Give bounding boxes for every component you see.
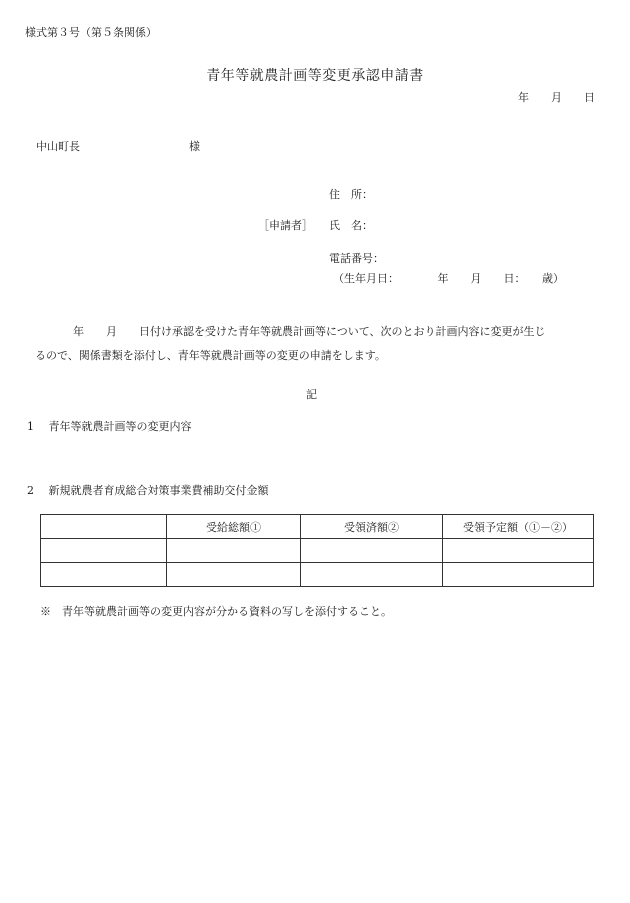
table-cell[interactable] xyxy=(443,539,594,563)
address-label: 住 所： xyxy=(329,188,373,201)
table-cell[interactable] xyxy=(301,563,443,587)
table-row xyxy=(41,539,594,563)
table-cell[interactable] xyxy=(167,539,301,563)
table-header-cell: 受給総額① xyxy=(167,515,301,539)
table-cell[interactable] xyxy=(443,563,594,587)
body-text xyxy=(25,320,610,368)
tel-label: 電話番号： xyxy=(329,252,384,265)
ki-heading: 記 xyxy=(306,388,317,401)
item-2-heading: 2 新規就農者育成総合対策事業費補助交付金額 xyxy=(27,484,269,497)
table-cell[interactable] xyxy=(41,563,167,587)
table-cell[interactable] xyxy=(167,563,301,587)
table-header-cell: 受領予定額（①－②） xyxy=(443,515,594,539)
date-day: 日 xyxy=(584,91,595,104)
table-row xyxy=(41,563,594,587)
body-line-2: るので、関係書類を添付し、青年等就農計画等の変更の申請をします。 xyxy=(35,349,386,362)
birth-date-line: （生年月日： 年 月 日： 歳） xyxy=(333,272,564,285)
date-line xyxy=(518,91,595,105)
attachment-note: ※ 青年等就農計画等の変更内容が分かる資料の写しを添付すること。 xyxy=(40,605,392,618)
table-header-row xyxy=(41,515,594,539)
table-cell[interactable] xyxy=(301,539,443,563)
item-1-heading: 1 青年等就農計画等の変更内容 xyxy=(27,420,192,433)
addressee-honorific: 様 xyxy=(189,140,200,153)
table-header-cell xyxy=(41,515,167,539)
date-month: 月 xyxy=(551,91,562,104)
document-title: 青年等就農計画等変更承認申請書 xyxy=(206,68,424,84)
date-year: 年 xyxy=(518,91,529,104)
addressee-name: 中山町長 xyxy=(36,140,80,153)
applicant-role-label: ［申請者］ xyxy=(258,219,313,232)
grant-amount-table xyxy=(40,514,594,587)
form-number: 様式第３号（第５条関係） xyxy=(25,26,157,39)
table-cell[interactable] xyxy=(41,539,167,563)
table-header-cell: 受領済額② xyxy=(301,515,443,539)
name-label: 氏 名： xyxy=(329,219,373,232)
body-line-1: 年 月 日付け承認を受けた青年等就農計画等について、次のとおり計画内容に変更が生じ xyxy=(73,325,546,338)
